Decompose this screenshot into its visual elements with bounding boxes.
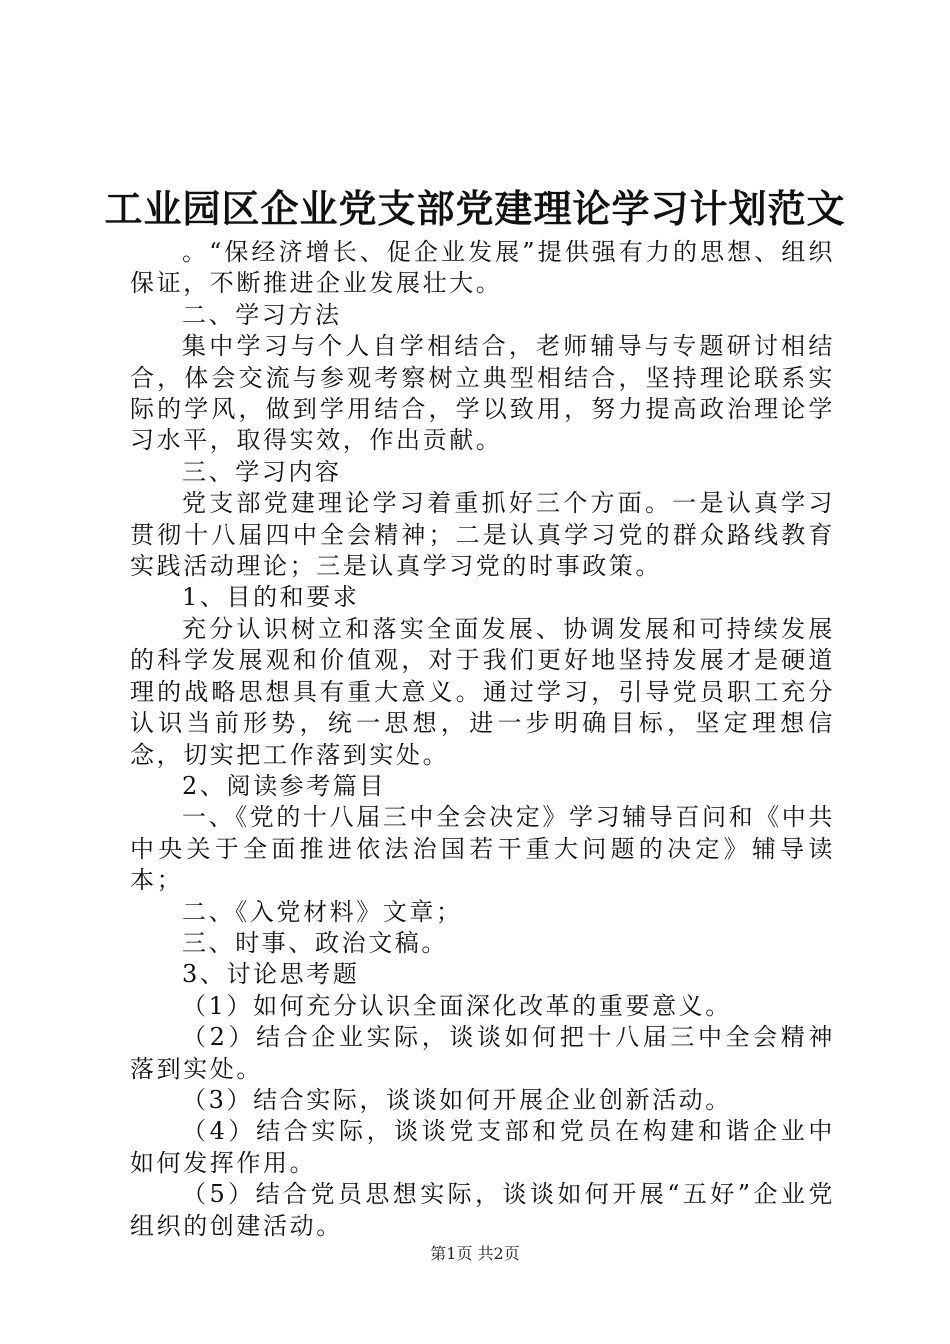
paragraph-intro: 。“保经济增长、促企业发展”提供强有力的思想、组织保证，不断推进企业发展壮大。: [130, 238, 835, 298]
reading-item-3: 三、时事、政治文稿。: [182, 928, 448, 957]
document-title: 工业园区企业党支部党建理论学习计划范文: [104, 186, 846, 231]
heading-reading-list: 2、阅读参考篇目: [182, 771, 387, 800]
reading-item-2: 二、《入党材料》文章；: [182, 897, 463, 926]
paragraph-goals: 充分认识树立和落实全面发展、协调发展和可持续发展的科学发展观和价值观，对于我们更好地坚持发展才是硬道理的战略思想具有重大意义。通过学习，引导党员职工充分认识当前形势，统一思想，进一步明确目标，坚定理想信念，切实把工作落到实处。: [130, 614, 835, 769]
discussion-question-1: （1）如何充分认识全面深化改革的重要意义。: [182, 991, 732, 1020]
heading-study-method: 二、学习方法: [182, 300, 342, 329]
heading-study-content: 三、学习内容: [182, 457, 342, 486]
heading-goals: 1、目的和要求: [182, 583, 360, 612]
document-body: [130, 237, 835, 1242]
discussion-question-5: （5）结合党员思想实际，谈谈如何开展“五好”企业党组织的创建活动。: [130, 1180, 835, 1240]
discussion-question-3: （3）结合实际，谈谈如何开展企业创新活动。: [182, 1085, 732, 1114]
page-footer: 第1页 共2页: [430, 1244, 520, 1263]
discussion-question-2: （2）结合企业实际，谈谈如何把十八届三中全会精神落到实处。: [130, 1023, 835, 1083]
paragraph-study-content: 党支部党建理论学习着重抓好三个方面。一是认真学习贯彻十八届四中全会精神；二是认真学习党的群众路线教育实践活动理论；三是认真学习党的时事政策。: [130, 489, 835, 581]
discussion-question-4: （4）结合实际，谈谈党支部和党员在构建和谐企业中如何发挥作用。: [130, 1117, 835, 1177]
reading-item-1: 一、《党的十八届三中全会决定》学习辅导百问和《中共中央关于全面推进依法治国若干重大问题的决定》辅导读本；: [130, 803, 835, 895]
heading-discussion: 3、讨论思考题: [182, 960, 360, 989]
paragraph-study-method: 集中学习与个人自学相结合，老师辅导与专题研讨相结合，体会交流与参观考察树立典型相结合，坚持理论联系实际的学风，做到学用结合，学以致用，努力提高政治理论学习水平，取得实效，作出贡献。: [130, 332, 835, 455]
